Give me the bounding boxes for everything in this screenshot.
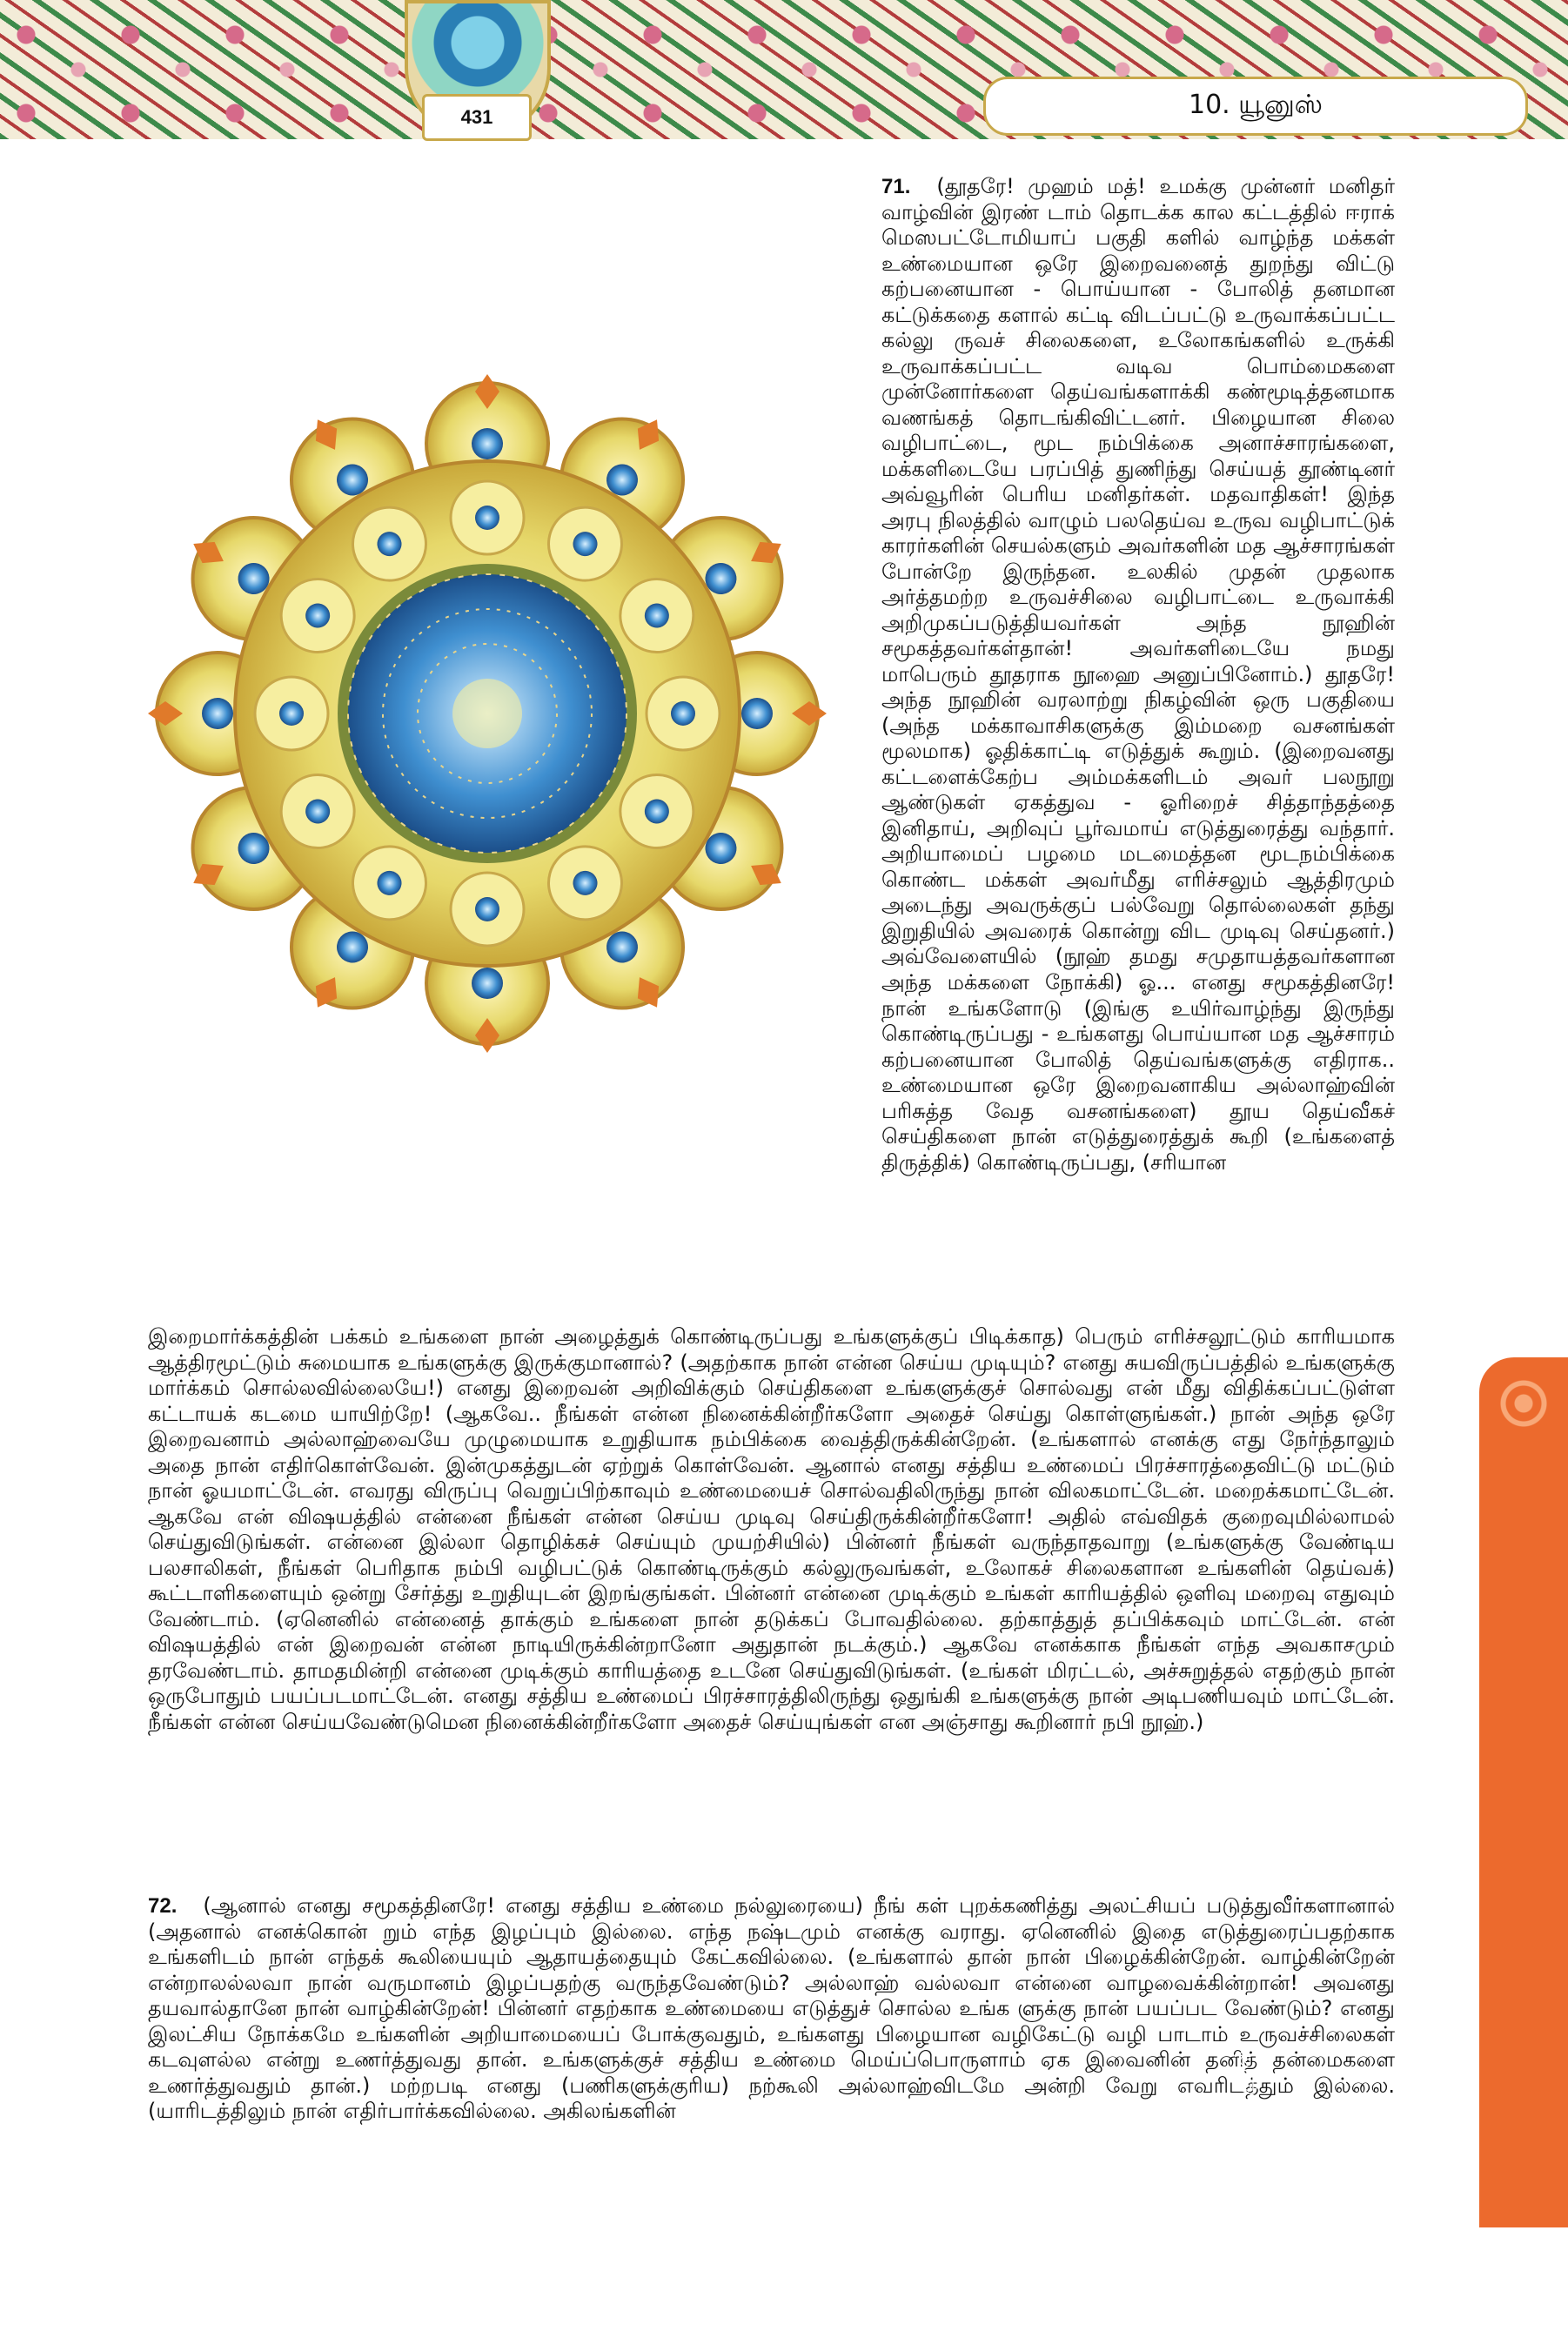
verse-text: (ஆனால் எனது சமூகத்தினரே! எனது சத்திய உண்மை நல்லுரையை) நீங் கள் புறக்கணித்து அலட்சியப் படுத்துவீர்களானால் (அதனால் எனக்கொன் றும் எந்த இழப்பும் இல்லை. எந்த நஷ்டமும் எனக்கு வராது. ஏனெனில் இதை எடுத்துரைப்பதற்காக உங்களிடம் நான் எந்தக் கூலியையும் ஆதாயத்தையும் கேட்கவில்லை. (உங்களால் தான் நான் பிழைக்கின்றேன். வாழ்கின்றேன் என்றாலல்லவா நான் வருமானம் இழப்பதற்கு வருந்தவேண்டும்? அல்லாஹ் வல்லவா என்னை வாழவைக்கின்றான்! அவனது தயவால்தானே நான் வாழ்கின்றேன்! பின்னர் எதற்காக உண்மையை எடுத்துச் சொல்ல உங்க ளுக்கு நான் பயப்பட வேண்டும்? எனது இலட்சிய நோக்கமே உங்களின் அறியாமையைப் போக்குவதும், உங்களது பிழையான வழிகேட்டு வழி பாடாம் உருவச்சிலைகள் கடவுளல்ல என்று உணர்த்துவது தான். உங்களுக்குச் சத்திய உண்மை மெய்ப்பொருளாம் ஏக இவைனின் தனித் தன்மைகளை உணர்த்துவதும் தான்.) மற்றபடி எனது (பணிகளுக்குரிய) நற்கூலி அல்லாஹ்விடமே அன்றி வேறு எவரிடத்தும் இல்லை. (யாரிடத்திலும் நான் எதிர்பார்க்கவில்லை. அகிலங்களின் — [148, 1893, 1395, 2124]
mandala-ornament — [148, 374, 827, 1053]
chapter-side-tab — [1230, 1357, 1568, 2331]
chapter-title: 10. யூனுஸ் — [983, 77, 1528, 136]
verse-number: 71. — [881, 175, 911, 198]
verse-71-column — [881, 174, 1395, 1176]
verse-72 — [148, 1893, 1395, 2125]
verse-number: 72. — [148, 1894, 178, 1918]
side-tab-label: அதிகாரம் 11 | 10 • யூனுஸ் — [1230, 2043, 1257, 2331]
verse-text: இறைமார்க்கத்தின் பக்கம் உங்களை நான் அழைத்துக் கொண்டிருப்பது உங்களுக்குப் பிடிக்காத) பெரும் எரிச்சலூட்டும் காரியமாக ஆத்திரமூட்டும் சுமையாக உங்களுக்கு இருக்குமானால்? (அதற்காக நான் என்ன செய்ய முடியும்? எனது சுயவிருப்பத்தில் உங்களுக்கு மார்க்கம் சொல்லவில்லையே!) எனது இறைவன் அறிவிக்கும் செய்திகளை உங்களுக்குச் சொல்வது என் மீது விதிக்கப்பட்டுள்ள கட்டாயக் கடமை யாயிற்றே! (ஆகவே.. நீங்கள் என்ன நினைக்கின்றீர்களோ அதைச் செய்து கொள்ளுங்கள்.) நான் அந்த ஒரே இறைவனாம் அல்லாஹ்வையே முழுமையாக உறுதியாக நம்பிக்கை வைத்திருக்கின்றேன். (உங்களால் எனக்கு எது நேர்ந்தாலும் அதை நான் எதிர்கொள்வேன். இன்முகத்துடன் ஏற்றுக் கொள்வேன். ஆனால் எனது சத்திய உண்மைப் பிரச்சாரத்தைவிட்டு மட்டும் நான் ஓயமாட்டேன். எவரது விருப்பு வெறுப்பிற்காவும் உண்மையைச் சொல்வதிலிருந்து நான் விலகமாட்டேன். மறைக்கமாட்டேன். ஆகவே என் விஷயத்தில் என்னை நீங்கள் என்ன செய்ய முடிவு செய்திருக்கின்றீர்களோ! அதில் எவ்விதக் குறைவுமில்லாமல் செய்துவிடுங்கள். என்னை இல்லா தொழிக்கச் செய்யும் முயற்சியில்) பின்னர் நீங்கள் வருந்தாதவாறு (உங்களுக்கு வேண்டிய பலசாலிகள், நீங்கள் பெரிதாக நம்பி வழிபட்டுக் கொண்டிருக்கும் கல்லுருவங்கள், உலோகச் சிலைகளான உங்களின் தெய்வக்) கூட்டாளிகளையும் ஒன்று சேர்த்து உறுதியுடன் இறங்குங்கள். பின்னர் என்னை முடிக்கும் உங்கள் காரியத்தில் ஒளிவு மறைவு எதுவும் வேண்டாம். (ஏனெனில் என்னைத் தாக்கும் உங்களை நான் தடுக்கப் போவதில்லை. தற்காத்துத் தப்பிக்கவும் மாட்டேன். என் விஷயத்தில் என் இறைவன் என்ன நாடியிருக்கின்றானோ அதுதான் நடக்கும்.) ஆகவே எனக்காக நீங்கள் எந்த அவகாசமும் தரவேண்டாம். தாமதமின்றி என்னை முடிக்கும் காரியத்தை உடனே செய்துவிடுங்கள். (உங்கள் மிரட்டல், அச்சுறுத்தல் எதற்கும் நான் ஒருபோதும் பயப்படமாட்டேன். எனது சத்திய உண்மைப் பிரச்சாரத்திலிருந்து ஒதுங்கி உங்களுக்கு நான் அடிபணியவும் மாட்டேன். நீங்கள் என்ன செய்யவேண்டுமென நினைக்கின்றீர்களோ அதைச் செய்யுங்கள் என அஞ்சாது கூறினார் நபி நூஹ்.) — [148, 1324, 1396, 1734]
verse-71-continuation — [148, 1324, 1395, 1735]
page-number: 431 — [422, 94, 532, 141]
flower-ornament-icon — [1495, 1375, 1552, 1432]
verse-text: (தூதரே! முஹம் மத்! உமக்கு முன்னர் மனிதர் வாழ்வின் இரண் டாம் தொடக்க கால கட்டத்தில் ஈராக் மெஸபட்டோமியாப் பகுதி களில் வாழ்ந்த மக்கள் உண்மையான ஒரே இறைவனைத் துறந்து விட்டு கற்பனையான - பொய்யான - போலித் தனமான கட்டுக்கதை களால் கட்டி விடப்பட்டு உருவாக்கப்பட்ட கல்லு ருவச் சிலைகளை, உலோகங்களில் உருக்கி உருவாக்கப்பட்ட வடிவ பொம்மைகளை முன்னோர்களை தெய்வங்களாக்கி கண்மூடித்தனமாக வணங்கத் தொடங்கிவிட்டனர். பிழையான சிலை வழிபாட்டை, மூட நம்பிக்கை அனாச்சாரங்களை, மக்களிடையே பரப்பித் துணிந்து செய்யத் தூண்டினர் அவ்வூரின் பெரிய மனிதர்கள். மதவாதிகள்! இந்த அரபு நிலத்தில் வாழும் பலதெய்வ உருவ வழிபாட்டுக் காரர்களின் செயல்களும் அவர்களின் மத ஆச்சாரங்கள் போன்றே இருந்தன. உலகில் முதன் முதலாக அர்த்தமற்ற உருவச்சிலை வழிபாட்டை உருவாக்கி அறிமுகப்படுத்தியவர்கள் அந்த நூஹின் சமூகத்தவர்கள்தான்! அவர்களிடையே நமது மாபெரும் தூதராக நூஹை அனுப்பினோம்.) தூதரே! அந்த நூஹின் வரலாற்று நிகழ்வின் ஒரு பகுதியை (அந்த மக்காவாசிகளுக்கு இம்மறை வசனங்கள் மூலமாக) ஓதிக்காட்டி எடுத்துக் கூறும். (இறைவனது கட்டளைக்கேற்ப அம்மக்களிடம் அவர் பலநூறு ஆண்டுகள் ஏகத்துவ - ஓரிறைச் சித்தாந்தத்தை இனிதாய், அறிவுப் பூர்வமாய் எடுத்துரைத்து வந்தார். அறியாமைப் பழமை மடமைத்தன மூடநம்பிக்கை கொண்ட மக்கள் அவர்மீது எரிச்சலும் ஆத்திரமும் அடைந்து அவருக்குப் பல்வேறு தொல்லைகள் தந்து இறுதியில் அவரைக் கொன்று விட முடிவு செய்தனர்.) அவ்வேளையில் (நூஹ் தமது சமுதாயத்தவர்களான அந்த மக்களை நோக்கி) ஓ... எனது சமூகத்தினரே! நான் உங்களோடு (இங்கு உயிர்வாழ்ந்து இருந்து கொண்டிருப்பது - உங்களது பொய்யான மத ஆச்சாரம் கற்பனையான போலித் தெய்வங்களுக்கு எதிராக.. உண்மையான ஒரே இறைவனாகிய அல்லாஹ்வின் பரிசுத்த வேத வசனங்களை) தூய தெய்வீகச் செய்திகளை நான் எடுத்துரைத்துக் கூறி (உங்களைத் திருத்திக்) கொண்டிருப்பது, (சரியான — [881, 174, 1395, 1175]
